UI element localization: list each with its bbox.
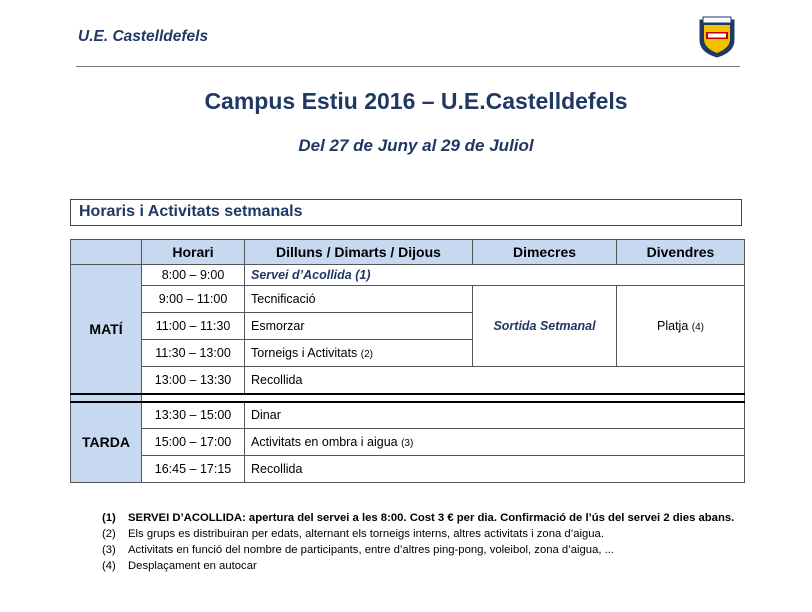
time-cell: 8:00 – 9:00 (142, 265, 245, 286)
header-cell-friday: Divendres (617, 240, 745, 265)
activity-cell: Recollida (245, 456, 745, 483)
footnote-item (102, 510, 750, 526)
footnote-text: Els grups es distribuiran per edats, alternant els torneigs interns, altres activitats i zona d’aigua. (128, 528, 604, 540)
time-cell: 9:00 – 11:00 (142, 286, 245, 313)
table-row (71, 429, 745, 456)
wednesday-cell: Sortida Setmanal (473, 286, 617, 367)
header-cell-mon-tue-thu: Dilluns / Dimarts / Dijous (245, 240, 473, 265)
time-cell: 11:00 – 11:30 (142, 313, 245, 340)
footnotes (102, 510, 750, 574)
friday-note: (4) (691, 322, 704, 333)
activity-cell: Esmorzar (245, 313, 473, 340)
footnote-item (102, 526, 750, 542)
header-cell-period (71, 240, 142, 265)
time-cell: 15:00 – 17:00 (142, 429, 245, 456)
footnote-number: (4) (102, 560, 116, 572)
time-cell: 13:00 – 13:30 (142, 367, 245, 394)
activity-note: (2) (360, 349, 374, 360)
footnote-text: SERVEI D’ACOLLIDA: apertura del servei a les 8:00. Cost 3 € per dia. Confirmació de l’ús del servei 2 dies abans. (128, 512, 735, 524)
table-row (71, 286, 745, 313)
footnote-item (102, 542, 750, 558)
header-cell-time: Horari (142, 240, 245, 265)
activity-cell (245, 429, 745, 456)
club-name: U.E. Castelldefels (78, 28, 209, 45)
activity-cell: Servei d’Acollida (1) (245, 265, 745, 286)
club-crest-icon (698, 14, 736, 58)
activity-cell: Dinar (245, 402, 745, 429)
table-row (71, 367, 745, 394)
table-row (71, 456, 745, 483)
period-label-morning: MATÍ (71, 265, 142, 394)
separator-cell (142, 394, 745, 402)
section-header (70, 199, 742, 226)
activity-cell: Recollida (245, 367, 745, 394)
footnote-number: (3) (102, 544, 116, 556)
period-label-afternoon: TARDA (71, 402, 142, 483)
activity-text: Activitats en ombra i aigua (251, 435, 398, 449)
table-header-row (71, 240, 745, 265)
friday-cell (617, 286, 745, 367)
time-cell: 13:30 – 15:00 (142, 402, 245, 429)
footnote-text: Activitats en funció del nombre de participants, entre d’altres ping-pong, voleibol, zona d’aigua, ... (128, 544, 615, 556)
footnote-item (102, 558, 750, 574)
footnote-text: Desplaçament en autocar (128, 560, 257, 572)
activity-note: (3) (401, 438, 414, 449)
section-separator (71, 394, 745, 402)
footnote-number: (1) (102, 512, 116, 524)
footnote-number: (2) (102, 528, 116, 540)
friday-activity: Platja (657, 319, 689, 333)
activity-text: Torneigs i Activitats (251, 346, 358, 360)
schedule-table (70, 239, 745, 483)
activity-cell (245, 340, 473, 367)
activity-cell: Tecnificació (245, 286, 473, 313)
table-row (71, 265, 745, 286)
page-subtitle: Del 27 de Juny al 29 de Juliol (298, 136, 534, 155)
time-cell: 11:30 – 13:00 (142, 340, 245, 367)
section-title: Horaris i Activitats setmanals (79, 203, 303, 220)
header-rule (76, 66, 740, 67)
separator-cell (71, 394, 142, 402)
time-cell: 16:45 – 17:15 (142, 456, 245, 483)
table-row (71, 402, 745, 429)
header-cell-wednesday: Dimecres (473, 240, 617, 265)
page-title: Campus Estiu 2016 – U.E.Castelldefels (204, 88, 628, 114)
